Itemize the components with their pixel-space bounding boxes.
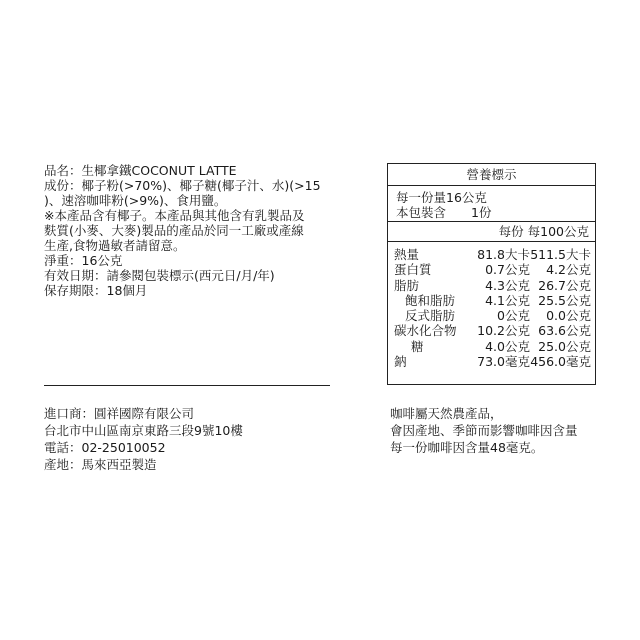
ingredients-line-2: )、速溶咖啡粉(>9%)、食用鹽。 [44,193,227,208]
nutrition-row [394,247,591,262]
importer-address: 台北市中山區南京東路三段9號10樓 [44,423,243,438]
per-serving-value: 73.0毫克 [477,354,530,370]
per-serving-value: 81.8大卡 [477,247,530,262]
per-serving-value: 0.7公克 [485,262,530,278]
serving-size: 每一份量16公克 [396,190,487,205]
nutrient-name: 熱量 [394,247,420,262]
nutrition-row [394,262,591,277]
servings-per-pack: 本包裝含 1份 [396,205,492,220]
nutrition-row [394,278,591,293]
section-divider [44,385,330,386]
caffeine-note-line-2: 會因產地、季節而影響咖啡因含量 [390,423,578,438]
nutrient-name: 飽和脂肪 [405,292,456,308]
nutrient-name: 糖 [411,338,424,354]
nutrient-name: 碳水化合物 [394,323,457,339]
expiry-date: 有效日期：請參閱包裝標示(西元日/月/年) [44,268,275,283]
per-100g-value: 63.6公克 [538,323,591,339]
nutrition-table [387,163,596,385]
per-serving-value: 0公克 [497,308,530,324]
per-100g-value: 25.5公克 [538,292,591,308]
per-serving-value: 10.2公克 [477,323,530,339]
allergen-line-2: 麩質(小麥、大麥)製品的產品於同一工廠或產線 [44,223,304,238]
nutrient-name: 蛋白質 [394,262,432,278]
product-name: 品名：生椰拿鐵COCONUT LATTE [44,163,237,178]
nutrition-rows [388,242,595,369]
nutrition-serving-info [388,186,595,222]
per-100g-value: 4.2公克 [546,262,591,278]
importer-info [44,405,243,473]
nutrition-row [394,339,591,354]
net-weight: 淨重：16公克 [44,253,123,268]
per-100g-value: 0.0公克 [546,308,591,324]
caffeine-note-line-3: 每一份咖啡因含量48毫克。 [390,440,544,455]
caffeine-note-line-1: 咖啡屬天然農產品， [390,406,503,421]
nutrition-row [394,293,591,308]
importer-company: 進口商：圓祥國際有限公司 [44,406,195,421]
nutrition-title: 營養標示 [388,164,595,186]
allergen-line-1: ※本產品含有椰子。本產品與其他含有乳製品及 [44,208,305,223]
caffeine-note [390,405,578,456]
ingredients-line-1: 成份：椰子粉(>70%)、椰子糖(椰子汁、水)(>15 [44,178,321,193]
per-serving-value: 4.0公克 [485,338,530,354]
nutrition-row [394,323,591,338]
nutrition-row [394,354,591,369]
per-serving-value: 4.1公克 [485,292,530,308]
product-info [44,163,344,298]
nutrient-name: 鈉 [394,354,407,370]
nutrition-column-header: 每份 每100公克 [388,222,595,242]
per-serving-value: 4.3公克 [485,277,530,293]
country-of-origin: 產地：馬來西亞製造 [44,457,157,472]
per-100g-value: 25.0公克 [538,338,591,354]
nutrient-name: 反式脂肪 [405,308,456,324]
nutrient-name: 脂肪 [394,277,420,293]
per-100g-value: 511.5大卡 [530,247,591,262]
per-100g-value: 456.0毫克 [530,354,591,370]
per-100g-value: 26.7公克 [538,277,591,293]
shelf-life: 保存期限：18個月 [44,283,148,298]
nutrition-row [394,308,591,323]
allergen-line-3: 生產,食物過敏者請留意。 [44,238,186,253]
importer-phone: 電話：02-25010052 [44,440,166,455]
